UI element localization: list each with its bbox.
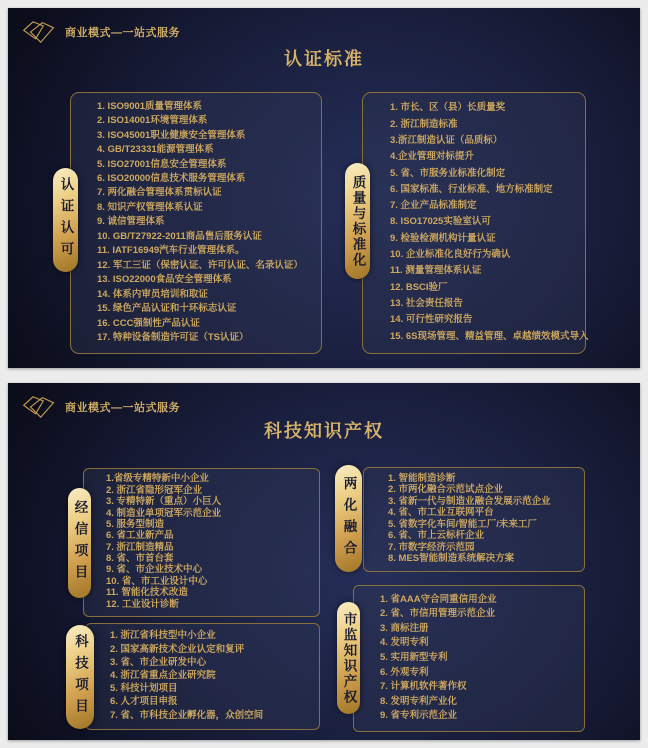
list-item: 7. 计算机软件著作权 — [380, 681, 467, 693]
list-item: 13. 社会责任报告 — [390, 297, 463, 309]
list-item: 10. 企业标准化良好行为确认 — [390, 249, 511, 261]
list-item: 8. 省、市首台套 — [106, 553, 174, 565]
list-item: 2. 省、市信用管理示范企业 — [380, 608, 496, 620]
list-item: 1.省级专精特新中小企业 — [106, 473, 209, 485]
list-item: 8. 知识产权管理体系认证 — [97, 201, 203, 213]
list-item: 13. ISO22000食品安全管理体系 — [97, 274, 232, 286]
list-item: 16. CCC强制性产品认证 — [97, 317, 200, 329]
list-item: 9. 诚信管理体系 — [97, 216, 165, 228]
list-item: 6. ISO20000信息技术服务管理体系 — [97, 172, 246, 184]
list-item: 7. 市数字经济示范园 — [388, 541, 475, 553]
panel-economic-info-projects — [83, 468, 320, 617]
pill-label-text: 经信项目 — [72, 500, 88, 586]
pill-label-industrialization-informatization — [335, 465, 362, 572]
list-item: 3. 省新一代与制造业融合发展示范企业 — [388, 495, 551, 507]
list-item: 7. 企业产品标准制定 — [390, 200, 477, 212]
list-item: 2. 浙江省隐形冠军企业 — [106, 484, 203, 496]
list-item: 11. 智能化技术改造 — [106, 587, 188, 599]
list-item: 6. 人才项目申报 — [110, 696, 178, 708]
slide-certification-standards — [8, 8, 640, 368]
list-item: 11. IATF16949汽车行业管理体系。 — [97, 245, 245, 257]
panel-science-tech-projects — [85, 623, 320, 730]
list-item: 5. 实用新型专利 — [380, 651, 448, 663]
pill-label-economic-info-projects — [68, 488, 91, 598]
list-item: 4. 制造业单项冠军示范企业 — [106, 507, 222, 519]
list-item: 9. 省、市企业技术中心 — [106, 564, 203, 576]
list-item: 5. 省数字化车间/智能工厂/未来工厂 — [388, 518, 537, 530]
list-item: 8. ISO17025实验室认可 — [390, 216, 491, 228]
list-item: 4. 发明专利 — [380, 637, 429, 649]
list-item: 10. GB/T27922-2011商品售后服务认证 — [97, 230, 262, 242]
list-item: 7. 浙江制造精品 — [106, 541, 174, 553]
list-item: 4.企业管理对标提升 — [390, 151, 474, 163]
list-item: 12. 工业设计诊断 — [106, 598, 179, 610]
panel-certification-accreditation — [70, 92, 322, 354]
list-item: 3. 商标注册 — [380, 622, 429, 634]
list-item: 3. ISO45001职业健康安全管理体系 — [97, 129, 246, 141]
panel-market-supervision-ip — [353, 585, 585, 732]
pill-label-market-supervision-ip — [337, 602, 360, 714]
list-item: 2. ISO14001环境管理体系 — [97, 115, 208, 127]
list-item: 5. ISO27001信息安全管理体系 — [97, 158, 227, 170]
list-item: 4. GB/T23331能源管理体系 — [97, 144, 214, 156]
pill-label-text: 认证认可 — [58, 177, 74, 263]
list-item: 14. 体系内审员培训和取证 — [97, 288, 208, 300]
list-item: 1. 智能制造诊断 — [388, 472, 456, 484]
pill-label-text: 两化融合 — [341, 475, 357, 562]
list-item: 8. MES智能制造系统解决方案 — [388, 553, 515, 565]
list-item: 15. 6S现场管理、精益管理、卓越绩效模式导入 — [390, 330, 589, 342]
list-item: 1. 市长、区（县）长质量奖 — [390, 102, 506, 114]
list-item: 12. BSCI验厂 — [390, 281, 448, 293]
list-item: 2. 市两化融合示范试点企业 — [388, 484, 504, 496]
list-item: 12. 军工三证（保密认证、许可认证、名录认证） — [97, 259, 303, 271]
list-item: 7. 省、市科技企业孵化器，众创空间 — [110, 709, 264, 721]
pill-label-certification-accreditation — [53, 168, 78, 272]
slide-title: 科技知识产权 — [264, 421, 384, 441]
list-item: 11. 测量管理体系认证 — [390, 265, 482, 277]
list-item: 3. 专精特新（重点）小巨人 — [106, 496, 222, 508]
list-item: 3.浙江制造认证（品质标） — [390, 134, 503, 146]
brand-text: 商业模式—一站式服务 — [65, 27, 180, 39]
slide-tech-intellectual-property — [8, 383, 640, 740]
list-item: 6. 省工业新产品 — [106, 530, 174, 542]
list-item: 10. 省、市工业设计中心 — [106, 575, 208, 587]
list-item: 2. 浙江制造标准 — [390, 118, 458, 130]
brand-gem-logo-icon — [22, 19, 56, 45]
list-item: 4. 浙江省重点企业研究院 — [110, 670, 216, 682]
list-item: 2. 国家高新技术企业认定和复评 — [110, 643, 245, 655]
pill-label-quality-standardization — [345, 163, 370, 279]
pill-label-text: 市监知识产权 — [341, 611, 357, 705]
list-item: 5. 科技计划项目 — [110, 683, 178, 695]
list-item: 5. 省、市服务业标准化制定 — [390, 167, 506, 179]
list-item: 17. 特种设备制造许可证（TS认证） — [97, 332, 249, 344]
pill-label-text: 质量与标准化 — [350, 174, 366, 268]
list-item: 15. 绿色产品认证和十环标志认证 — [97, 303, 237, 315]
list-item: 1. 省AAA守合同重信用企业 — [380, 593, 497, 605]
list-item: 6. 外观专利 — [380, 666, 429, 678]
slide-header — [22, 19, 180, 45]
list-item: 9. 检验检测机构计量认证 — [390, 232, 496, 244]
list-item: 1. 浙江省科技型中小企业 — [110, 630, 216, 642]
slide-title: 认证标准 — [284, 49, 364, 69]
pill-label-text: 科技项目 — [73, 634, 88, 720]
list-item: 6. 国家标准、行业标准、地方标准制定 — [390, 183, 553, 195]
list-item: 9. 省专利示范企业 — [380, 710, 458, 722]
list-item: 3. 省、市企业研发中心 — [110, 656, 207, 668]
panel-quality-standardization — [362, 92, 589, 354]
list-item: 6. 省、市上云标杆企业 — [388, 530, 485, 542]
list-item: 7. 两化融合管理体系贯标认证 — [97, 187, 222, 199]
panel-industrialization-informatization — [363, 467, 585, 572]
list-item: 1. ISO9001质量管理体系 — [97, 100, 203, 112]
list-item: 4. 省、市工业互联网平台 — [388, 507, 494, 519]
list-item: 14. 可行性研究报告 — [390, 314, 473, 326]
pill-label-science-tech-projects — [66, 625, 94, 729]
brand-text: 商业模式—一站式服务 — [65, 402, 180, 414]
list-item: 5. 服务型制造 — [106, 518, 165, 530]
list-item: 8. 发明专利产业化 — [380, 695, 458, 707]
